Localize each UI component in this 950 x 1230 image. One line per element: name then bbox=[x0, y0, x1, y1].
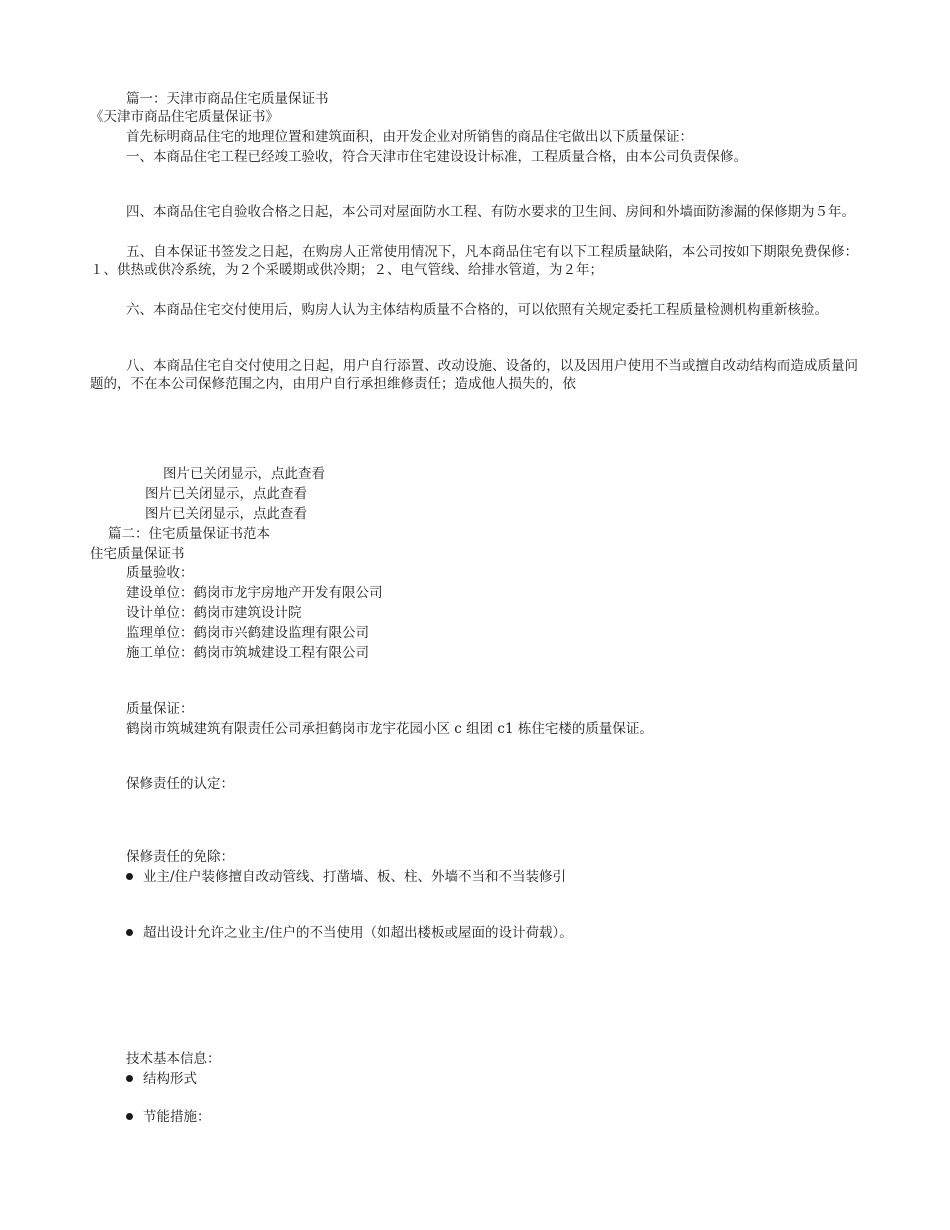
designer-unit: 设计单位：鹤岗市建筑设计院 bbox=[126, 605, 302, 621]
list-item bbox=[126, 1070, 197, 1088]
part1-item6: 六、本商品住宅交付使用后，购房人认为主体结构质量不合格的，可以依照有关规定委托工程质量检测机构重新核验。 bbox=[126, 302, 828, 318]
warranty-label: 保修责任的认定： bbox=[126, 776, 234, 792]
part1-doc-title: 《天津市商品住宅质量保证书》 bbox=[90, 109, 279, 125]
part1-intro: 首先标明商品住宅的地理位置和建筑面积，由开发企业对所销售的商品住宅做出以下质量保证： bbox=[126, 129, 693, 145]
guarantee-label: 质量保证： bbox=[126, 701, 194, 717]
part1-item4: 四、本商品住宅自验收合格之日起，本公司对屋面防水工程、有防水要求的卫生间、房间和外墙面防渗漏的保修期为５年。 bbox=[126, 204, 855, 220]
guarantee-text: 鹤岗市筑城建筑有限责任公司承担鹤岗市龙宇花园小区 c 组团 c1 栋住宅楼的质量保证。 bbox=[126, 721, 653, 737]
bullet-icon bbox=[126, 1113, 133, 1120]
builder-unit: 建设单位：鹤岗市龙宇房地产开发有限公司 bbox=[126, 585, 383, 601]
exemption-label: 保修责任的免除： bbox=[126, 849, 234, 865]
tech-item-2: 节能措施： bbox=[143, 1109, 211, 1125]
tech-item-1: 结构形式 bbox=[143, 1071, 197, 1087]
list-item bbox=[126, 1108, 211, 1126]
exemption-item-2: 超出设计允许之业主/住户的不当使用（如超出楼板或屋面的设计荷载）。 bbox=[143, 925, 573, 941]
supervisor-unit: 监理单位：鹤岗市兴鹤建设监理有限公司 bbox=[126, 625, 369, 641]
list-item bbox=[126, 868, 566, 886]
part1-item1: 一、本商品住宅工程已经竣工验收，符合天津市住宅建设设计标准，工程质量合格，由本公司负责保修。 bbox=[126, 149, 747, 165]
image-placeholder-link-1[interactable]: 图片已关闭显示，点此查看 bbox=[163, 466, 325, 482]
bullet-icon bbox=[126, 873, 133, 880]
exemption-item-1: 业主/住户装修擅自改动管线、打凿墙、板、柱、外墙不当和不当装修引 bbox=[143, 869, 567, 885]
part1-item8: 八、本商品住宅自交付使用之日起，用户自行添置、改动设施、设备的，以及因用户使用不当或擅自改动结构而造成质量问题的，不在本公司保修范围之内，由用户自行承担维修责任；造成他人损失的，依 bbox=[90, 358, 858, 392]
bullet-icon bbox=[126, 929, 133, 936]
tech-label: 技术基本信息： bbox=[126, 1051, 221, 1067]
list-item bbox=[126, 924, 573, 942]
bullet-icon bbox=[126, 1075, 133, 1082]
acceptance-label: 质量验收： bbox=[126, 565, 194, 581]
contractor-unit: 施工单位：鹤岗市筑城建设工程有限公司 bbox=[126, 645, 369, 661]
image-placeholder-link-2[interactable]: 图片已关闭显示，点此查看 bbox=[145, 486, 307, 502]
part2-heading: 篇二：住宅质量保证书范本 bbox=[108, 526, 270, 542]
part1-item5: 五、自本保证书签发之日起，在购房人正常使用情况下，凡本商品住宅有以下工程质量缺陷，本公司按如下期限免费保修：１、供热或供冷系统，为２个采暖期或供冷期；２、电气管线、给排水管道，为２年； bbox=[90, 244, 858, 278]
part2-doc-title: 住宅质量保证书 bbox=[90, 546, 185, 562]
part1-heading: 篇一：天津市商品住宅质量保证书 bbox=[126, 91, 329, 107]
image-placeholder-link-3[interactable]: 图片已关闭显示，点此查看 bbox=[145, 506, 307, 522]
